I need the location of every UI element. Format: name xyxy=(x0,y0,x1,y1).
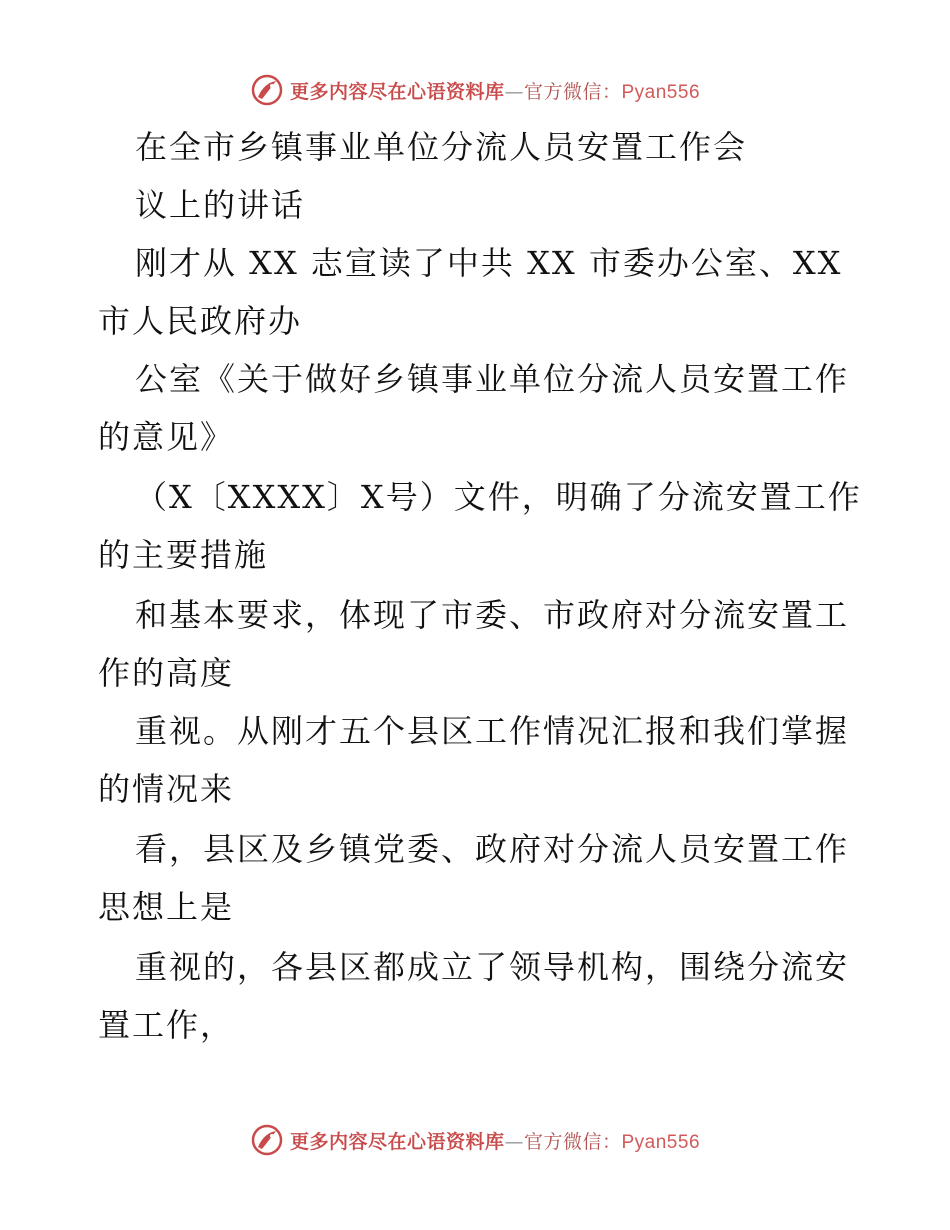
paragraph-line: 思想上是 xyxy=(98,888,235,926)
watermark-text xyxy=(290,77,700,104)
title-line-2: 议上的讲话 xyxy=(135,186,306,224)
watermark-dash: — xyxy=(504,1130,524,1153)
watermark-account: Pyan556 xyxy=(621,1131,701,1153)
watermark-main: 更多内容尽在心语资料库 xyxy=(289,1130,505,1153)
watermark-main: 更多内容尽在心语资料库 xyxy=(289,80,505,103)
watermark-dash: — xyxy=(504,80,524,103)
paragraph-line: 的意见》 xyxy=(98,418,235,456)
paragraph-line: 公室《关于做好乡镇事业单位分流人员安置工作 xyxy=(135,360,850,398)
watermark-wechat: 官方微信： xyxy=(523,1130,622,1153)
paragraph-line: 刚才从 XX 志宣读了中共 XX 市委办公室、XX xyxy=(135,244,843,282)
watermark-text xyxy=(290,1127,700,1154)
footer-watermark xyxy=(0,1120,950,1160)
paragraph-line: （X〔XXXX〕X号）文件，明确了分流安置工作 xyxy=(135,478,862,516)
watermark-wechat: 官方微信： xyxy=(523,80,622,103)
paragraph-line: 置工作， xyxy=(98,1006,235,1044)
title-line-1: 在全市乡镇事业单位分流人员安置工作会 xyxy=(135,128,748,166)
header-watermark xyxy=(0,70,950,110)
paragraph-line: 的主要措施 xyxy=(98,536,269,574)
pen-logo-icon xyxy=(250,73,284,107)
paragraph-line: 的情况来 xyxy=(98,770,235,808)
paragraph-line: 作的高度 xyxy=(98,654,235,692)
paragraph-line: 看，县区及乡镇党委、政府对分流人员安置工作 xyxy=(135,830,850,868)
paragraph-line: 和基本要求，体现了市委、市政府对分流安置工 xyxy=(135,596,850,634)
watermark-account: Pyan556 xyxy=(621,81,701,103)
paragraph-line: 重视。从刚才五个县区工作情况汇报和我们掌握 xyxy=(135,712,850,750)
paragraph-line: 重视的，各县区都成立了领导机构，围绕分流安 xyxy=(135,948,850,986)
pen-logo-icon xyxy=(250,1123,284,1157)
paragraph-line: 市人民政府办 xyxy=(98,302,303,340)
